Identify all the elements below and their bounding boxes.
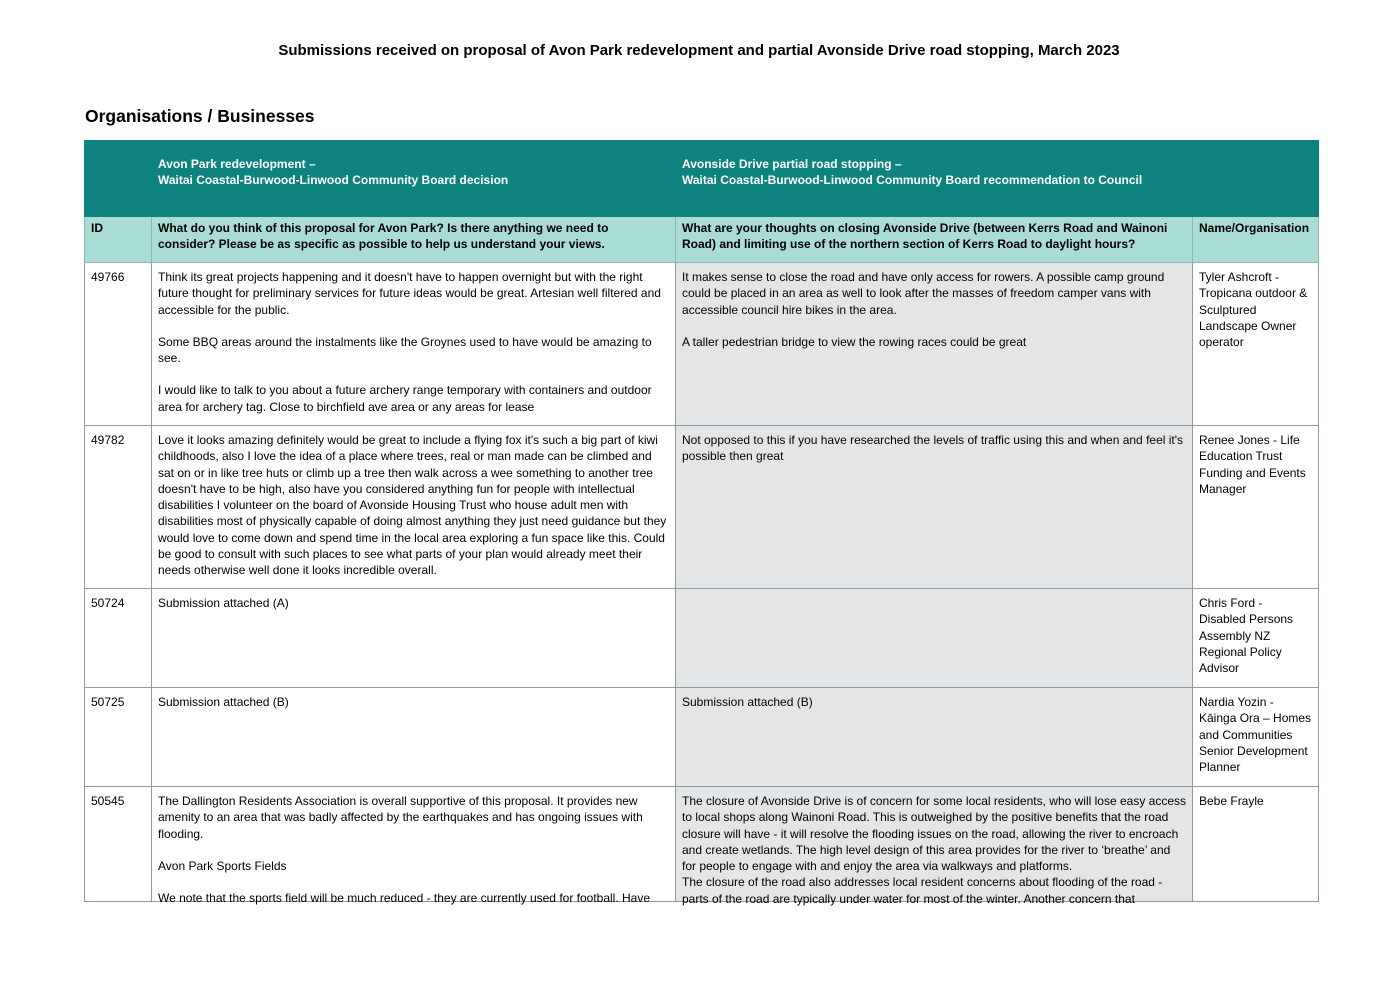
submission-id: 49766 <box>85 263 152 426</box>
road-stopping-response <box>676 426 1193 589</box>
response-paragraph: Submission attached (A) <box>158 596 289 610</box>
table-row <box>85 688 1319 787</box>
road-stopping-response <box>676 589 1193 688</box>
band-road-stopping-title: Avonside Drive partial road stopping – <box>682 157 902 171</box>
avon-park-response <box>152 426 676 589</box>
response-paragraph: I would like to talk to you about a future archery range temporary with containers and outdoor area for archery tag. Close to birchfield ave area or any areas for lease <box>158 383 652 414</box>
band-id-cell <box>85 141 152 217</box>
submission-id: 50545 <box>85 787 152 902</box>
header-id: ID <box>85 217 152 263</box>
response-paragraph: Not opposed to this if you have researched the levels of traffic using this and when and feel it's possible then great <box>682 433 1184 464</box>
table-row <box>85 426 1319 589</box>
document-title: Submissions received on proposal of Avon Park redevelopment and partial Avonside Drive road stopping, March 2023 <box>278 42 1120 59</box>
band-name-cell <box>1193 141 1319 217</box>
submission-id: 50724 <box>85 589 152 688</box>
avon-park-response <box>152 787 676 906</box>
submitter-name: Bebe Frayle <box>1193 787 1319 902</box>
response-clip <box>682 793 1187 906</box>
response-paragraph: A taller pedestrian bridge to view the rowing races could be great <box>682 334 1027 349</box>
submitter-name: Renee Jones - Life Education Trust Funding and Events Manager <box>1193 426 1319 589</box>
road-stopping-response <box>676 688 1193 787</box>
response-paragraph: Think its great projects happening and it doesn't have to happen overnight but with the right future thought for preliminary services for future ideas would be great. Artesian well filtered and accessible for the public. <box>158 270 661 317</box>
table-row <box>85 589 1319 688</box>
avon-park-response <box>152 688 676 787</box>
band-avon-park-cell <box>152 141 676 217</box>
band-avon-park-subtitle: Waitai Coastal-Burwood-Linwood Community Board decision <box>158 173 509 188</box>
band-road-stopping-cell <box>676 141 1193 217</box>
submission-id: 49782 <box>85 426 152 589</box>
header-name-organisation: Name/Organisation <box>1193 217 1319 263</box>
submitter-name: Nardia Yozin - Kāinga Ora – Homes and Communities Senior Development Planner <box>1193 688 1319 787</box>
section-heading: Organisations / Businesses <box>85 106 315 126</box>
response-paragraph: Submission attached (B) <box>682 695 813 709</box>
submitter-name: Chris Ford - Disabled Persons Assembly NZ Regional Policy Advisor <box>1193 589 1319 688</box>
header-question-avon-park: What do you think of this proposal for Avon Park? Is there anything we need to consider? Please be as specific as possible to help us understand your views. <box>152 217 676 263</box>
response-paragraph: We note that the sports field will be much reduced - they are currently used for football. Have <box>158 891 651 906</box>
response-paragraph: It makes sense to close the road and have only access for rowers. A possible camp ground could be placed in an area as well to look after the masses of freedom camper vans with accessible council hire bikes in the area. <box>682 270 1165 317</box>
response-paragraph: Avon Park Sports Fields <box>158 858 287 873</box>
table-header-row <box>85 217 1319 263</box>
response-paragraph: The closure of Avonside Drive is of concern for some local residents, who will lose easy access to local shops along Wainoni Road. This is outweighed by the positive benefits that the road closure will have - it will resolve the flooding issues on the road, allowing the river to encroach and create wetlands. The high level design of this area provides for the river to ‘breathe’ and for people to engage with and enjoy the area via walkways and platforms. <box>682 794 1187 874</box>
avon-park-response <box>152 589 676 688</box>
band-road-stopping-subtitle: Waitai Coastal-Burwood-Linwood Community Board recommendation to Council <box>682 173 1143 188</box>
submitter-name: Tyler Ashcroft - Tropicana outdoor & Sculptured Landscape Owner operator <box>1193 263 1319 426</box>
response-paragraph: Some BBQ areas around the instalments like the Groynes used to have would be amazing to see. <box>158 334 652 366</box>
response-paragraph: The closure of the road also addresses local resident concerns about flooding of the road - parts of the road are typically under water for most of the winter. Another concern that <box>682 875 1163 906</box>
table-row <box>85 263 1319 426</box>
response-clip <box>158 793 669 906</box>
table-band-row <box>85 141 1319 217</box>
road-stopping-response <box>676 263 1193 426</box>
submissions-table <box>84 140 1319 906</box>
table-row <box>85 787 1319 902</box>
header-question-road-stopping: What are your thoughts on closing Avonside Drive (between Kerrs Road and Wainoni Road) and limiting use of the northern section of Kerrs Road to daylight hours? <box>676 217 1193 263</box>
submission-id: 50725 <box>85 688 152 787</box>
response-paragraph: The Dallington Residents Association is overall supportive of this proposal. It provides new amenity to an area that was badly affected by the earthquakes and has ongoing issues with flooding. <box>158 794 643 841</box>
response-paragraph: Submission attached (B) <box>158 695 289 709</box>
avon-park-response <box>152 263 676 426</box>
road-stopping-response <box>676 787 1193 906</box>
response-paragraph: Love it looks amazing definitely would be great to include a flying fox it's such a big part of kiwi childhoods, also I love the idea of a place where trees, real or man made can be climbed and sat on or in like tree huts or climb up a tree then walk across a wee something to another tree doesn't have to be high, also have you considered anything fun for people with intellectual disabilities I volunteer on the board of Avonside Housing Trust who house adult men with disabilities most of physically capable of doing almost anything they just need guidance but they would love to come down and spend time in the local area exploring a fun space like this. Could be good to consult with such places to see what parts of your plan would already meet their needs otherwise well done it looks incredible overall. <box>158 433 667 578</box>
band-avon-park-title: Avon Park redevelopment – <box>158 157 316 171</box>
